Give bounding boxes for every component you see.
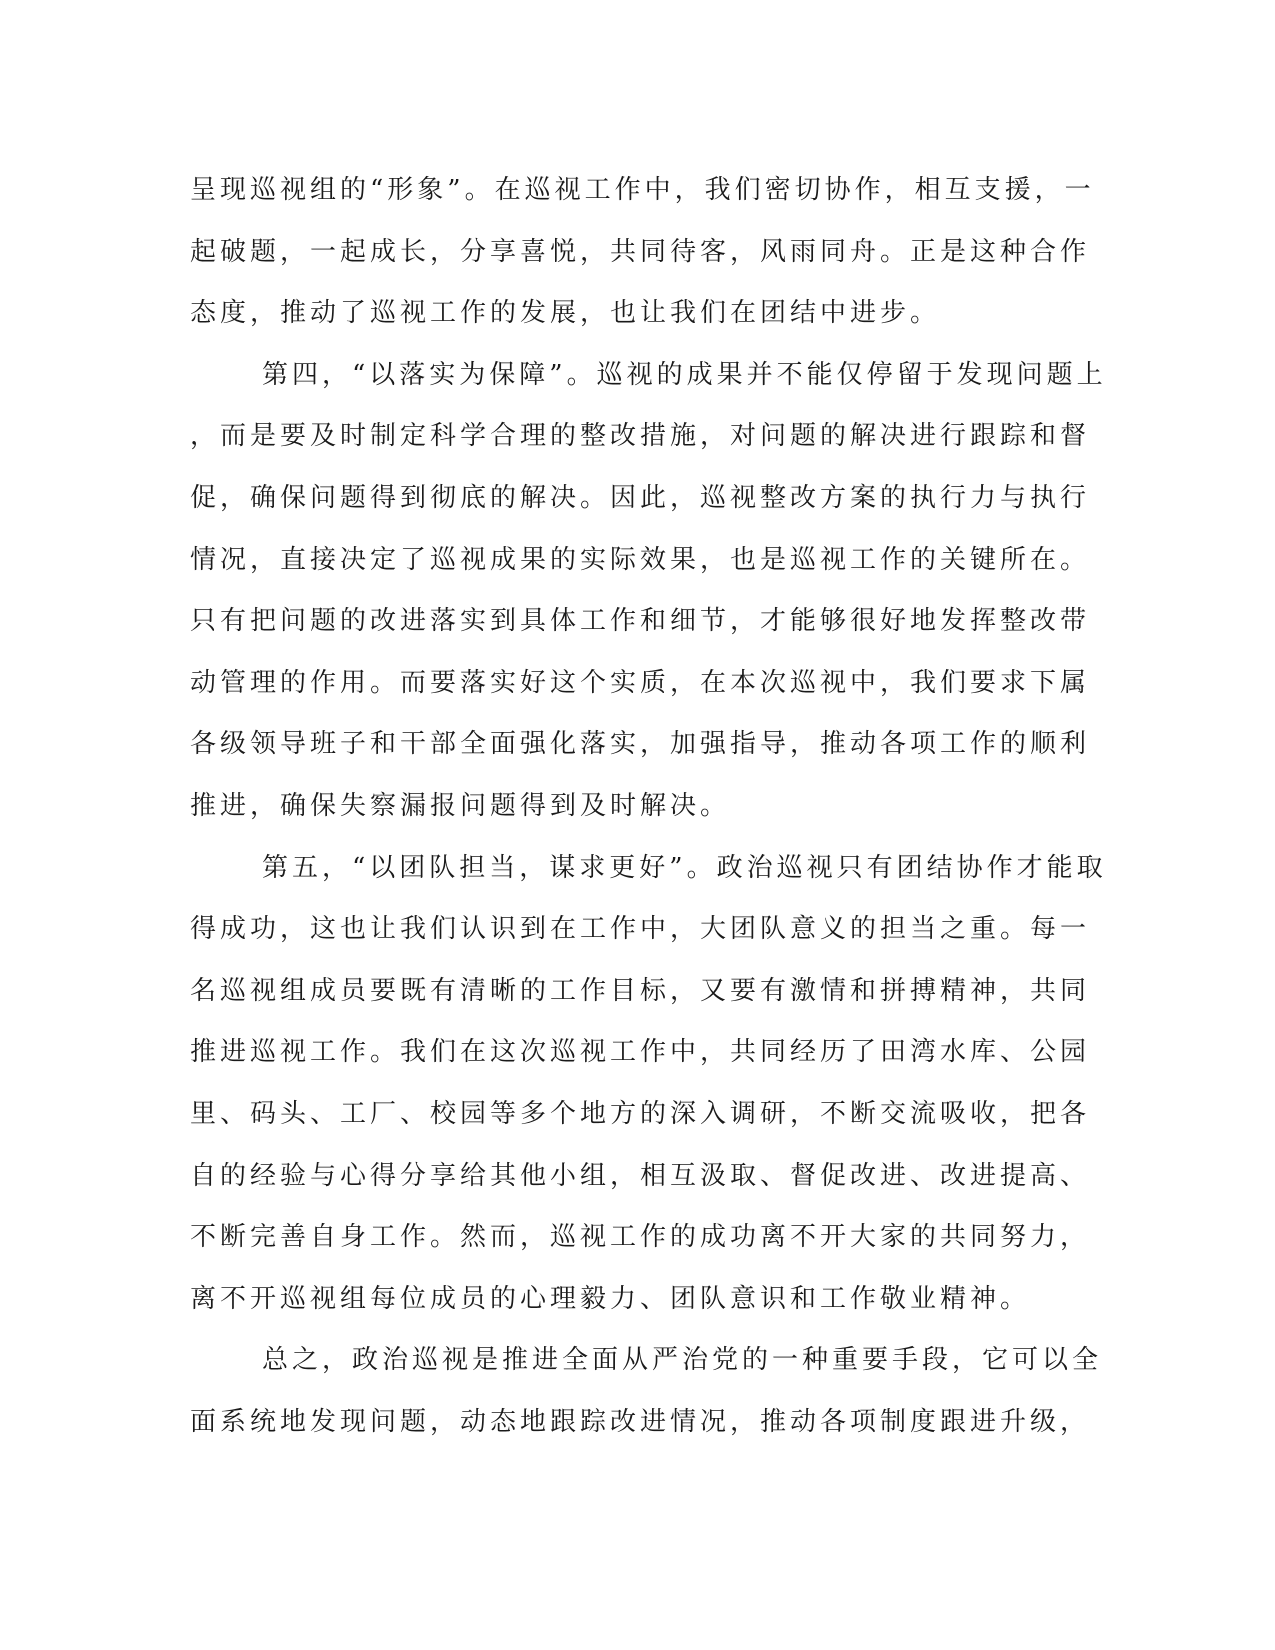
paragraph-start-line: 第五，“以团队担当，谋求更好”。政治巡视只有团结协作才能取: [262, 852, 1107, 883]
text-line: 只有把问题的改进落实到具体工作和细节，才能够很好地发挥整改带: [190, 606, 1091, 637]
text-line: 不断完善自身工作。然而，巡视工作的成功离不开大家的共同努力，: [190, 1222, 1091, 1253]
text-line: 推进，确保失察漏报问题得到及时解决。: [190, 790, 731, 821]
text-line: 态度，推动了巡视工作的发展，也让我们在团结中进步。: [190, 298, 941, 329]
text-line: 得成功，这也让我们认识到在工作中，大团队意义的担当之重。每一: [190, 914, 1091, 945]
paragraph-start-line: 总之，政治巡视是推进全面从严治党的一种重要手段，它可以全: [262, 1345, 1103, 1376]
text-line: ，而是要及时制定科学合理的整改措施，对问题的解决进行跟踪和督: [190, 421, 1091, 452]
text-line: 情况，直接决定了巡视成果的实际效果，也是巡视工作的关键所在。: [190, 544, 1091, 575]
text-line: 动管理的作用。而要落实好这个实质，在本次巡视中，我们要求下属: [190, 667, 1091, 698]
text-line: 起破题，一起成长，分享喜悦，共同待客，风雨同舟。正是这种合作: [190, 236, 1091, 267]
text-line: 名巡视组成员要既有清晰的工作目标，又要有激情和拼搏精神，共同: [190, 975, 1091, 1006]
text-line: 推进巡视工作。我们在这次巡视工作中，共同经历了田湾水库、公园: [190, 1037, 1091, 1068]
text-line: 呈现巡视组的“形象”。在巡视工作中，我们密切协作，相互支援，一: [190, 175, 1095, 205]
document-body: [190, 160, 1107, 1453]
text-line: 促，确保问题得到彻底的解决。因此，巡视整改方案的执行力与执行: [190, 482, 1091, 513]
paragraph-start-line: 第四，“以落实为保障”。巡视的成果并不能仅停留于发现问题上: [262, 359, 1107, 390]
text-line: 各级领导班子和干部全面强化落实，加强指导，推动各项工作的顺利: [190, 729, 1091, 760]
text-line: 面系统地发现问题，动态地跟踪改进情况，推动各项制度跟进升级，: [190, 1406, 1091, 1437]
text-line: 里、码头、工厂、校园等多个地方的深入调研，不断交流吸收，把各: [190, 1098, 1091, 1129]
text-line: 自的经验与心得分享给其他小组，相互汲取、督促改进、改进提高、: [190, 1160, 1091, 1191]
text-line: 离不开巡视组每位成员的心理毅力、团队意识和工作敬业精神。: [190, 1283, 1031, 1314]
